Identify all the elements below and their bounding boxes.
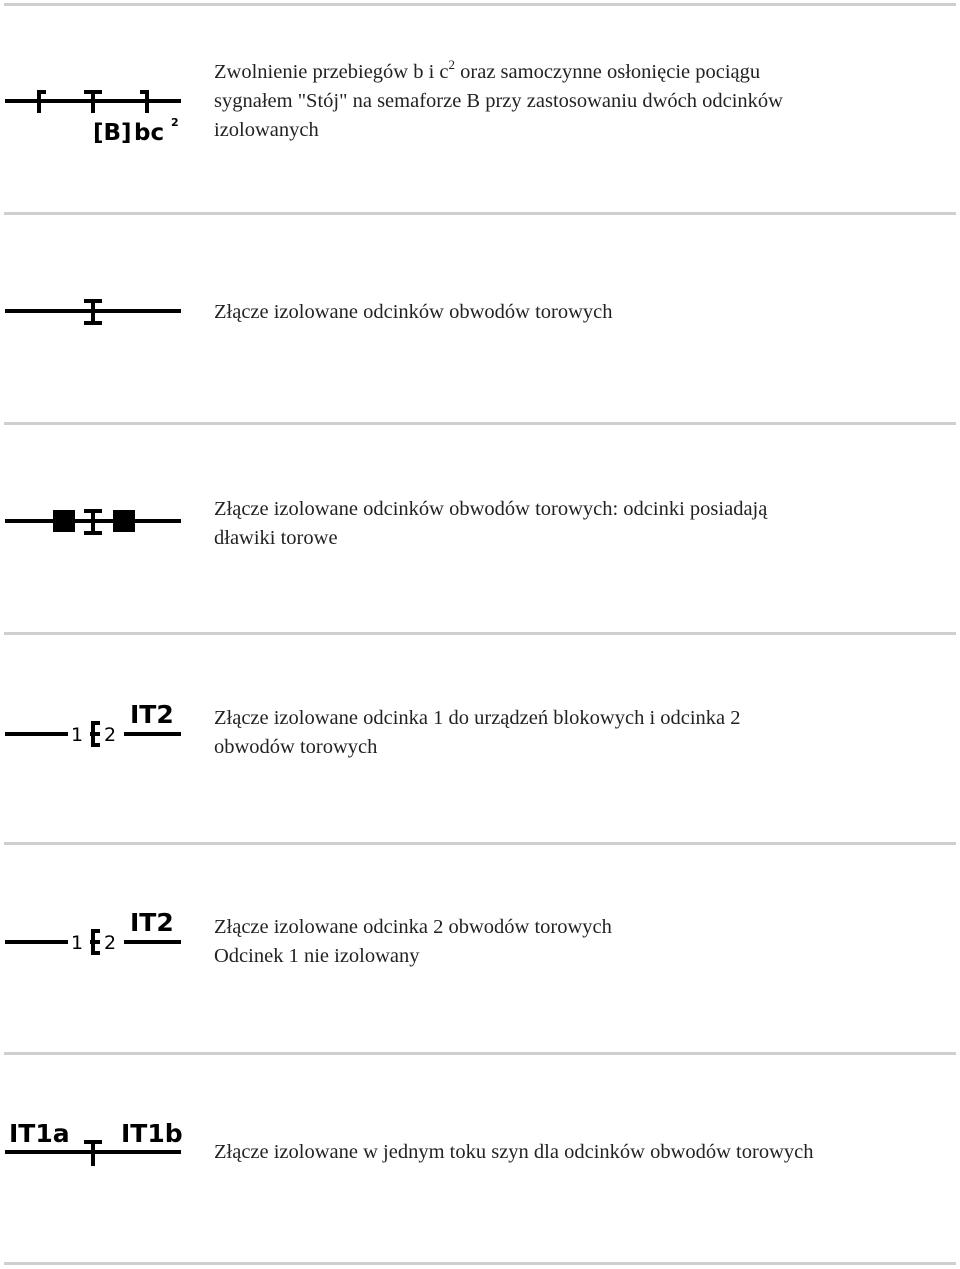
legend-row-2 [0,215,960,420]
insulated-joint-symbol-icon [0,215,200,420]
section-2-label: 2 [104,724,117,746]
legend-description-3 [214,495,956,553]
track-circuit-label: IT2 [130,700,174,729]
superscript: 2 [448,57,456,72]
separator-bottom [4,1262,956,1265]
legend-description-4 [214,704,956,762]
signal-release-symbol-icon [0,0,200,210]
route-label-sup: 2 [171,116,179,129]
description-line: Złącze izolowane odcinków obwodów torowych: odcinki posiadają [214,498,768,520]
legend-description-1 [214,58,956,145]
legend-description-2 [214,298,956,327]
route-label-bc: bc [134,120,165,146]
section-1-label: 1 [71,932,84,954]
description-line: obwodów torowych [214,736,378,758]
description-line: Odcinek 1 nie izolowany [214,945,420,967]
single-rail-joint-symbol-icon [0,1055,200,1260]
description-line: Złącze izolowane odcinka 2 obwodów torowych [214,916,612,938]
description-text: Zwolnienie przebiegów b i c [214,61,449,83]
route-label-box: [B] [93,120,132,146]
description-line: sygnałem "Stój" na semaforze B przy zastosowaniu dwóch odcinków [214,90,783,112]
description-text: oraz samoczynne osłonięcie pociągu [455,61,761,83]
description-line [214,58,956,87]
legend-row-1 [0,0,960,210]
insulated-joint-with-chokes-symbol-icon [0,425,200,630]
section-a-label: IT1a [9,1119,70,1148]
legend-description-5 [214,913,956,971]
insulated-joint-1-2-symbol-icon [0,635,200,840]
section-2-label: 2 [104,932,117,954]
description-line: Złącze izolowane odcinka 1 do urządzeń blokowych i odcinka 2 [214,707,741,729]
description-line: dławiki torowe [214,527,338,549]
track-circuit-label: IT2 [130,908,174,937]
legend-row-3 [0,425,960,630]
section-b-label: IT1b [121,1119,183,1148]
legend-description-6 [214,1138,956,1167]
insulated-joint-section2-symbol-icon [0,845,200,1050]
description-line: izolowanych [214,119,319,141]
section-1-label: 1 [71,724,84,746]
legend-row-4 [0,635,960,840]
description-line: Złącze izolowane w jednym toku szyn dla odcinków obwodów torowych [214,1141,814,1163]
description-line: Złącze izolowane odcinków obwodów torowych [214,301,613,323]
legend-row-5 [0,845,960,1050]
legend-row-6 [0,1055,960,1260]
